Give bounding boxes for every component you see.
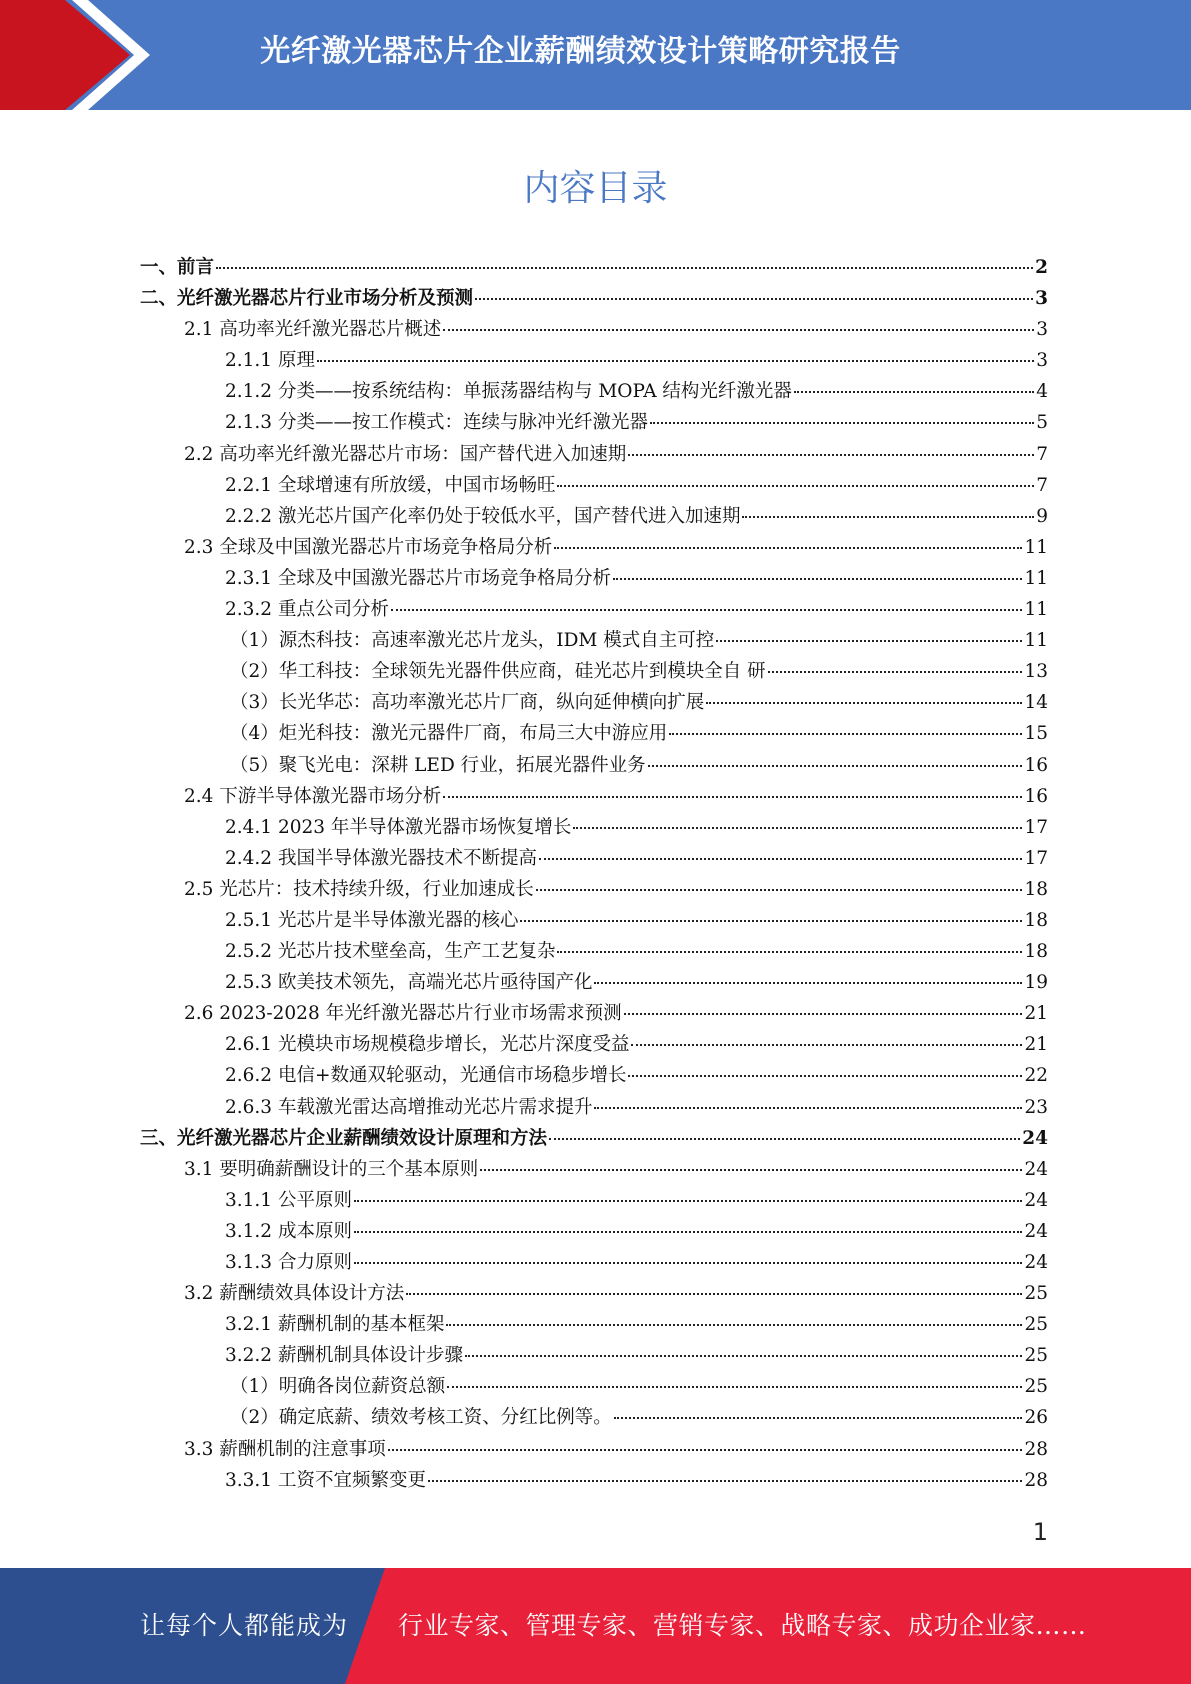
toc-leader-dots — [406, 1293, 1022, 1295]
toc-entry-page: 7 — [1036, 443, 1048, 465]
toc-entry-label: 3.3.1 工资不宜频繁变更 — [225, 1469, 426, 1491]
toc-entry-label: 2.6.3 车载激光雷达高增推动光芯片需求提升 — [225, 1096, 593, 1118]
toc-entry[interactable] — [140, 253, 1048, 284]
toc-entry-label: 2.2.1 全球增速有所放缓，中国市场畅旺 — [225, 474, 556, 496]
toc-entry-page: 2 — [1035, 257, 1048, 278]
toc-leader-dots — [354, 1262, 1023, 1264]
toc-entry-label: 2.4.2 我国半导体激光器技术不断提高 — [225, 847, 537, 869]
toc-leader-dots — [216, 267, 1033, 269]
toc-entry-page: 18 — [1024, 941, 1048, 963]
toc-entry[interactable] — [140, 408, 1048, 439]
toc-entry[interactable] — [140, 1341, 1048, 1372]
table-of-contents — [140, 253, 1048, 1497]
toc-leader-dots — [443, 329, 1034, 331]
toc-entry[interactable] — [140, 999, 1048, 1030]
toc-leader-dots — [594, 982, 1022, 984]
toc-leader-dots — [614, 1417, 1023, 1419]
toc-entry-label: 2.1 高功率光纤激光器芯片概述 — [184, 319, 442, 341]
toc-entry-page: 15 — [1024, 723, 1048, 745]
page-header — [0, 0, 1191, 110]
toc-entry-page: 25 — [1024, 1345, 1048, 1367]
toc-leader-dots — [742, 516, 1034, 518]
toc-entry-page: 18 — [1024, 878, 1048, 900]
toc-leader-dots — [549, 1138, 1020, 1140]
toc-entry[interactable] — [140, 782, 1048, 813]
toc-entry[interactable] — [140, 1093, 1048, 1124]
toc-entry[interactable] — [140, 564, 1048, 595]
toc-leader-dots — [317, 360, 1034, 362]
toc-entry-page: 24 — [1022, 1127, 1048, 1149]
toc-entry-label: 3.2 薪酬绩效具体设计方法 — [184, 1283, 405, 1305]
toc-entry-page: 11 — [1024, 630, 1048, 652]
toc-entry-page: 17 — [1024, 816, 1048, 838]
toc-leader-dots — [354, 1231, 1023, 1233]
header-arrow-decoration — [0, 0, 260, 110]
toc-entry-page: 4 — [1036, 381, 1048, 403]
toc-entry-label: 2.2.2 激光芯片国产化率仍处于较低水平，国产替代进入加速期 — [225, 505, 741, 527]
footer-slogan-left: 让每个人都能成为 — [140, 1611, 349, 1640]
toc-entry-page: 3 — [1035, 288, 1048, 310]
toc-entry-label: （3）长光华芯：高功率激光芯片厂商，纵向延伸横向扩展 — [230, 692, 705, 714]
toc-entry-label: 3.1.2 成本原则 — [225, 1220, 352, 1242]
toc-entry-page: 7 — [1036, 474, 1048, 496]
toc-entry-label: 2.4.1 2023 年半导体激光器市场恢复增长 — [225, 816, 572, 838]
footer-slogan-right: 行业专家、管理专家、营销专家、战略专家、成功企业家…… — [398, 1611, 1087, 1640]
toc-leader-dots — [706, 702, 1022, 704]
toc-entry[interactable] — [140, 1310, 1048, 1341]
report-title: 光纤激光器芯片企业薪酬绩效设计策略研究报告 — [260, 34, 901, 69]
toc-leader-dots — [520, 920, 1022, 922]
toc-entry-page: 25 — [1024, 1314, 1048, 1336]
toc-leader-dots — [631, 1044, 1022, 1046]
toc-entry[interactable] — [140, 751, 1048, 782]
toc-entry-page: 21 — [1024, 1003, 1048, 1025]
toc-entry[interactable] — [140, 533, 1048, 564]
toc-entry-label: 2.5.2 光芯片技术壁垒高，生产工艺复杂 — [225, 941, 556, 963]
toc-entry-page: 11 — [1024, 567, 1048, 589]
toc-entry[interactable] — [140, 440, 1048, 471]
toc-entry-label: 2.1.1 原理 — [225, 350, 315, 372]
toc-entry[interactable] — [140, 937, 1048, 968]
page-number: 1 — [1032, 1518, 1048, 1546]
toc-leader-dots — [573, 827, 1022, 829]
toc-leader-dots — [388, 1449, 1023, 1451]
toc-entry-page: 14 — [1024, 692, 1048, 714]
toc-entry-label: 3.2.1 薪酬机制的基本框架 — [225, 1314, 445, 1336]
toc-leader-dots — [613, 578, 1022, 580]
toc-entry[interactable] — [140, 1061, 1048, 1092]
toc-entry-label: 二、光纤激光器芯片行业市场分析及预测 — [140, 288, 474, 310]
toc-leader-dots — [557, 951, 1022, 953]
toc-entry[interactable] — [140, 1217, 1048, 1248]
toc-entry[interactable] — [140, 1248, 1048, 1279]
toc-entry[interactable] — [140, 377, 1048, 408]
toc-entry-label: （2）华工科技：全球领先光器件供应商，硅光芯片到模块全自 研 — [230, 661, 766, 683]
toc-entry[interactable] — [140, 502, 1048, 533]
toc-entry-label: 三、光纤激光器芯片企业薪酬绩效设计原理和方法 — [140, 1127, 548, 1149]
toc-leader-dots — [475, 298, 1033, 300]
toc-leader-dots — [536, 889, 1023, 891]
toc-entry[interactable] — [140, 844, 1048, 875]
toc-leader-dots — [716, 640, 1022, 642]
toc-entry-page: 26 — [1024, 1407, 1048, 1429]
toc-entry[interactable] — [140, 595, 1048, 626]
toc-entry-label: 2.5.3 欧美技术领先，高端光芯片亟待国产化 — [225, 972, 593, 994]
toc-entry-label: 3.2.2 薪酬机制具体设计步骤 — [225, 1345, 463, 1367]
toc-leader-dots — [443, 796, 1022, 798]
toc-leader-dots — [465, 1355, 1022, 1357]
toc-entry-label: 2.6 2023-2028 年光纤激光器芯片行业市场需求预测 — [184, 1003, 622, 1025]
toc-leader-dots — [648, 765, 1023, 767]
toc-entry[interactable] — [140, 1030, 1048, 1061]
toc-entry-label: 一、前言 — [140, 257, 215, 278]
toc-leader-dots — [446, 1324, 1022, 1326]
toc-entry-page: 16 — [1024, 754, 1048, 776]
toc-leader-dots — [650, 422, 1034, 424]
toc-entry-label: 2.5 光芯片：技术持续升级，行业加速成长 — [184, 878, 534, 900]
toc-leader-dots — [354, 1200, 1023, 1202]
toc-leader-dots — [669, 733, 1022, 735]
toc-entry[interactable] — [140, 875, 1048, 906]
toc-leader-dots — [428, 1480, 1022, 1482]
toc-entry-label: 2.3.1 全球及中国激光器芯片市场竞争格局分析 — [225, 567, 611, 589]
toc-leader-dots — [557, 485, 1034, 487]
toc-entry-page: 3 — [1036, 350, 1048, 372]
toc-entry-label: （4）炬光科技：激光元器件厂商，布局三大中游应用 — [230, 723, 668, 745]
toc-entry-page: 3 — [1036, 319, 1048, 341]
toc-leader-dots — [794, 391, 1034, 393]
toc-leader-dots — [594, 1107, 1022, 1109]
toc-entry-label: 2.6.1 光模块市场规模稳步增长，光芯片深度受益 — [225, 1034, 630, 1056]
toc-entry[interactable] — [140, 1186, 1048, 1217]
toc-entry-label: 3.1.1 公平原则 — [225, 1189, 352, 1211]
toc-entry-label: 3.1.3 合力原则 — [225, 1252, 352, 1273]
toc-entry-page: 24 — [1024, 1189, 1048, 1211]
toc-entry[interactable] — [140, 657, 1048, 688]
toc-entry-label: 2.1.2 分类——按系统结构：单振荡器结构与 MOPA 结构光纤激光器 — [225, 381, 792, 403]
toc-entry-label: 3.1 要明确薪酬设计的三个基本原则 — [184, 1158, 479, 1180]
toc-leader-dots — [628, 454, 1034, 456]
toc-entry-page: 13 — [1024, 661, 1048, 683]
toc-entry[interactable] — [140, 813, 1048, 844]
toc-entry[interactable] — [140, 1403, 1048, 1434]
toc-entry-page: 28 — [1024, 1438, 1048, 1460]
toc-entry-page: 22 — [1024, 1065, 1048, 1087]
toc-heading: 内容目录 — [523, 168, 668, 209]
toc-entry[interactable] — [140, 906, 1048, 937]
toc-entry-label: （1）明确各岗位薪资总额 — [230, 1376, 446, 1398]
toc-entry[interactable] — [140, 471, 1048, 502]
toc-entry[interactable] — [140, 688, 1048, 719]
toc-entry[interactable] — [140, 1372, 1048, 1403]
toc-entry-page: 5 — [1036, 412, 1048, 434]
toc-entry-page: 11 — [1024, 536, 1048, 558]
toc-entry-page: 16 — [1024, 785, 1048, 807]
toc-entry-label: 2.3 全球及中国激光器芯片市场竞争格局分析 — [184, 536, 553, 558]
toc-entry-label: 2.1.3 分类——按工作模式：连续与脉冲光纤激光器 — [225, 412, 648, 434]
toc-entry-page: 25 — [1024, 1283, 1048, 1305]
toc-leader-dots — [447, 1386, 1022, 1388]
toc-entry[interactable] — [140, 626, 1048, 657]
toc-entry-label: 2.3.2 重点公司分析 — [225, 599, 389, 621]
toc-entry[interactable] — [140, 1124, 1048, 1155]
toc-entry[interactable] — [140, 315, 1048, 346]
toc-entry-page: 24 — [1024, 1158, 1048, 1180]
toc-entry-page: 21 — [1024, 1034, 1048, 1056]
toc-leader-dots — [628, 1075, 1022, 1077]
toc-entry-label: 2.2 高功率光纤激光器芯片市场：国产替代进入加速期 — [184, 443, 627, 465]
toc-entry[interactable] — [140, 1435, 1048, 1466]
toc-entry[interactable] — [140, 968, 1048, 999]
toc-entry[interactable] — [140, 1279, 1048, 1310]
toc-entry[interactable] — [140, 284, 1048, 315]
toc-leader-dots — [391, 609, 1022, 611]
toc-leader-dots — [554, 547, 1022, 549]
toc-entry[interactable] — [140, 1466, 1048, 1497]
toc-entry-page: 24 — [1024, 1252, 1048, 1273]
toc-entry-page: 28 — [1024, 1469, 1048, 1491]
toc-entry[interactable] — [140, 1155, 1048, 1186]
toc-entry-page: 25 — [1024, 1376, 1048, 1398]
toc-leader-dots — [539, 858, 1022, 860]
toc-entry[interactable] — [140, 719, 1048, 750]
toc-leader-dots — [480, 1169, 1022, 1171]
toc-entry-label: （5）聚飞光电：深耕 LED 行业，拓展光器件业务 — [230, 754, 646, 776]
toc-entry-page: 19 — [1024, 972, 1048, 994]
toc-entry-page: 11 — [1024, 599, 1048, 621]
toc-entry-label: 3.3 薪酬机制的注意事项 — [184, 1438, 386, 1460]
toc-entry-label: （1）源杰科技：高速率激光芯片龙头，IDM 模式自主可控 — [230, 630, 715, 652]
page-footer — [0, 1568, 1191, 1684]
toc-entry-page: 24 — [1024, 1220, 1048, 1242]
toc-entry-page: 18 — [1024, 909, 1048, 931]
toc-entry-page: 23 — [1024, 1096, 1048, 1118]
toc-entry-label: 2.5.1 光芯片是半导体激光器的核心 — [225, 909, 519, 931]
toc-leader-dots — [624, 1013, 1023, 1015]
toc-entry[interactable] — [140, 346, 1048, 377]
toc-entry-label: （2）确定底薪、绩效考核工资、分红比例等。 — [230, 1407, 612, 1429]
toc-leader-dots — [768, 671, 1023, 673]
toc-entry-page: 9 — [1036, 505, 1048, 527]
toc-entry-label: 2.6.2 电信+数通双轮驱动，光通信市场稳步增长 — [225, 1065, 627, 1087]
toc-entry-page: 17 — [1024, 847, 1048, 869]
toc-entry-label: 2.4 下游半导体激光器市场分析 — [184, 785, 442, 807]
